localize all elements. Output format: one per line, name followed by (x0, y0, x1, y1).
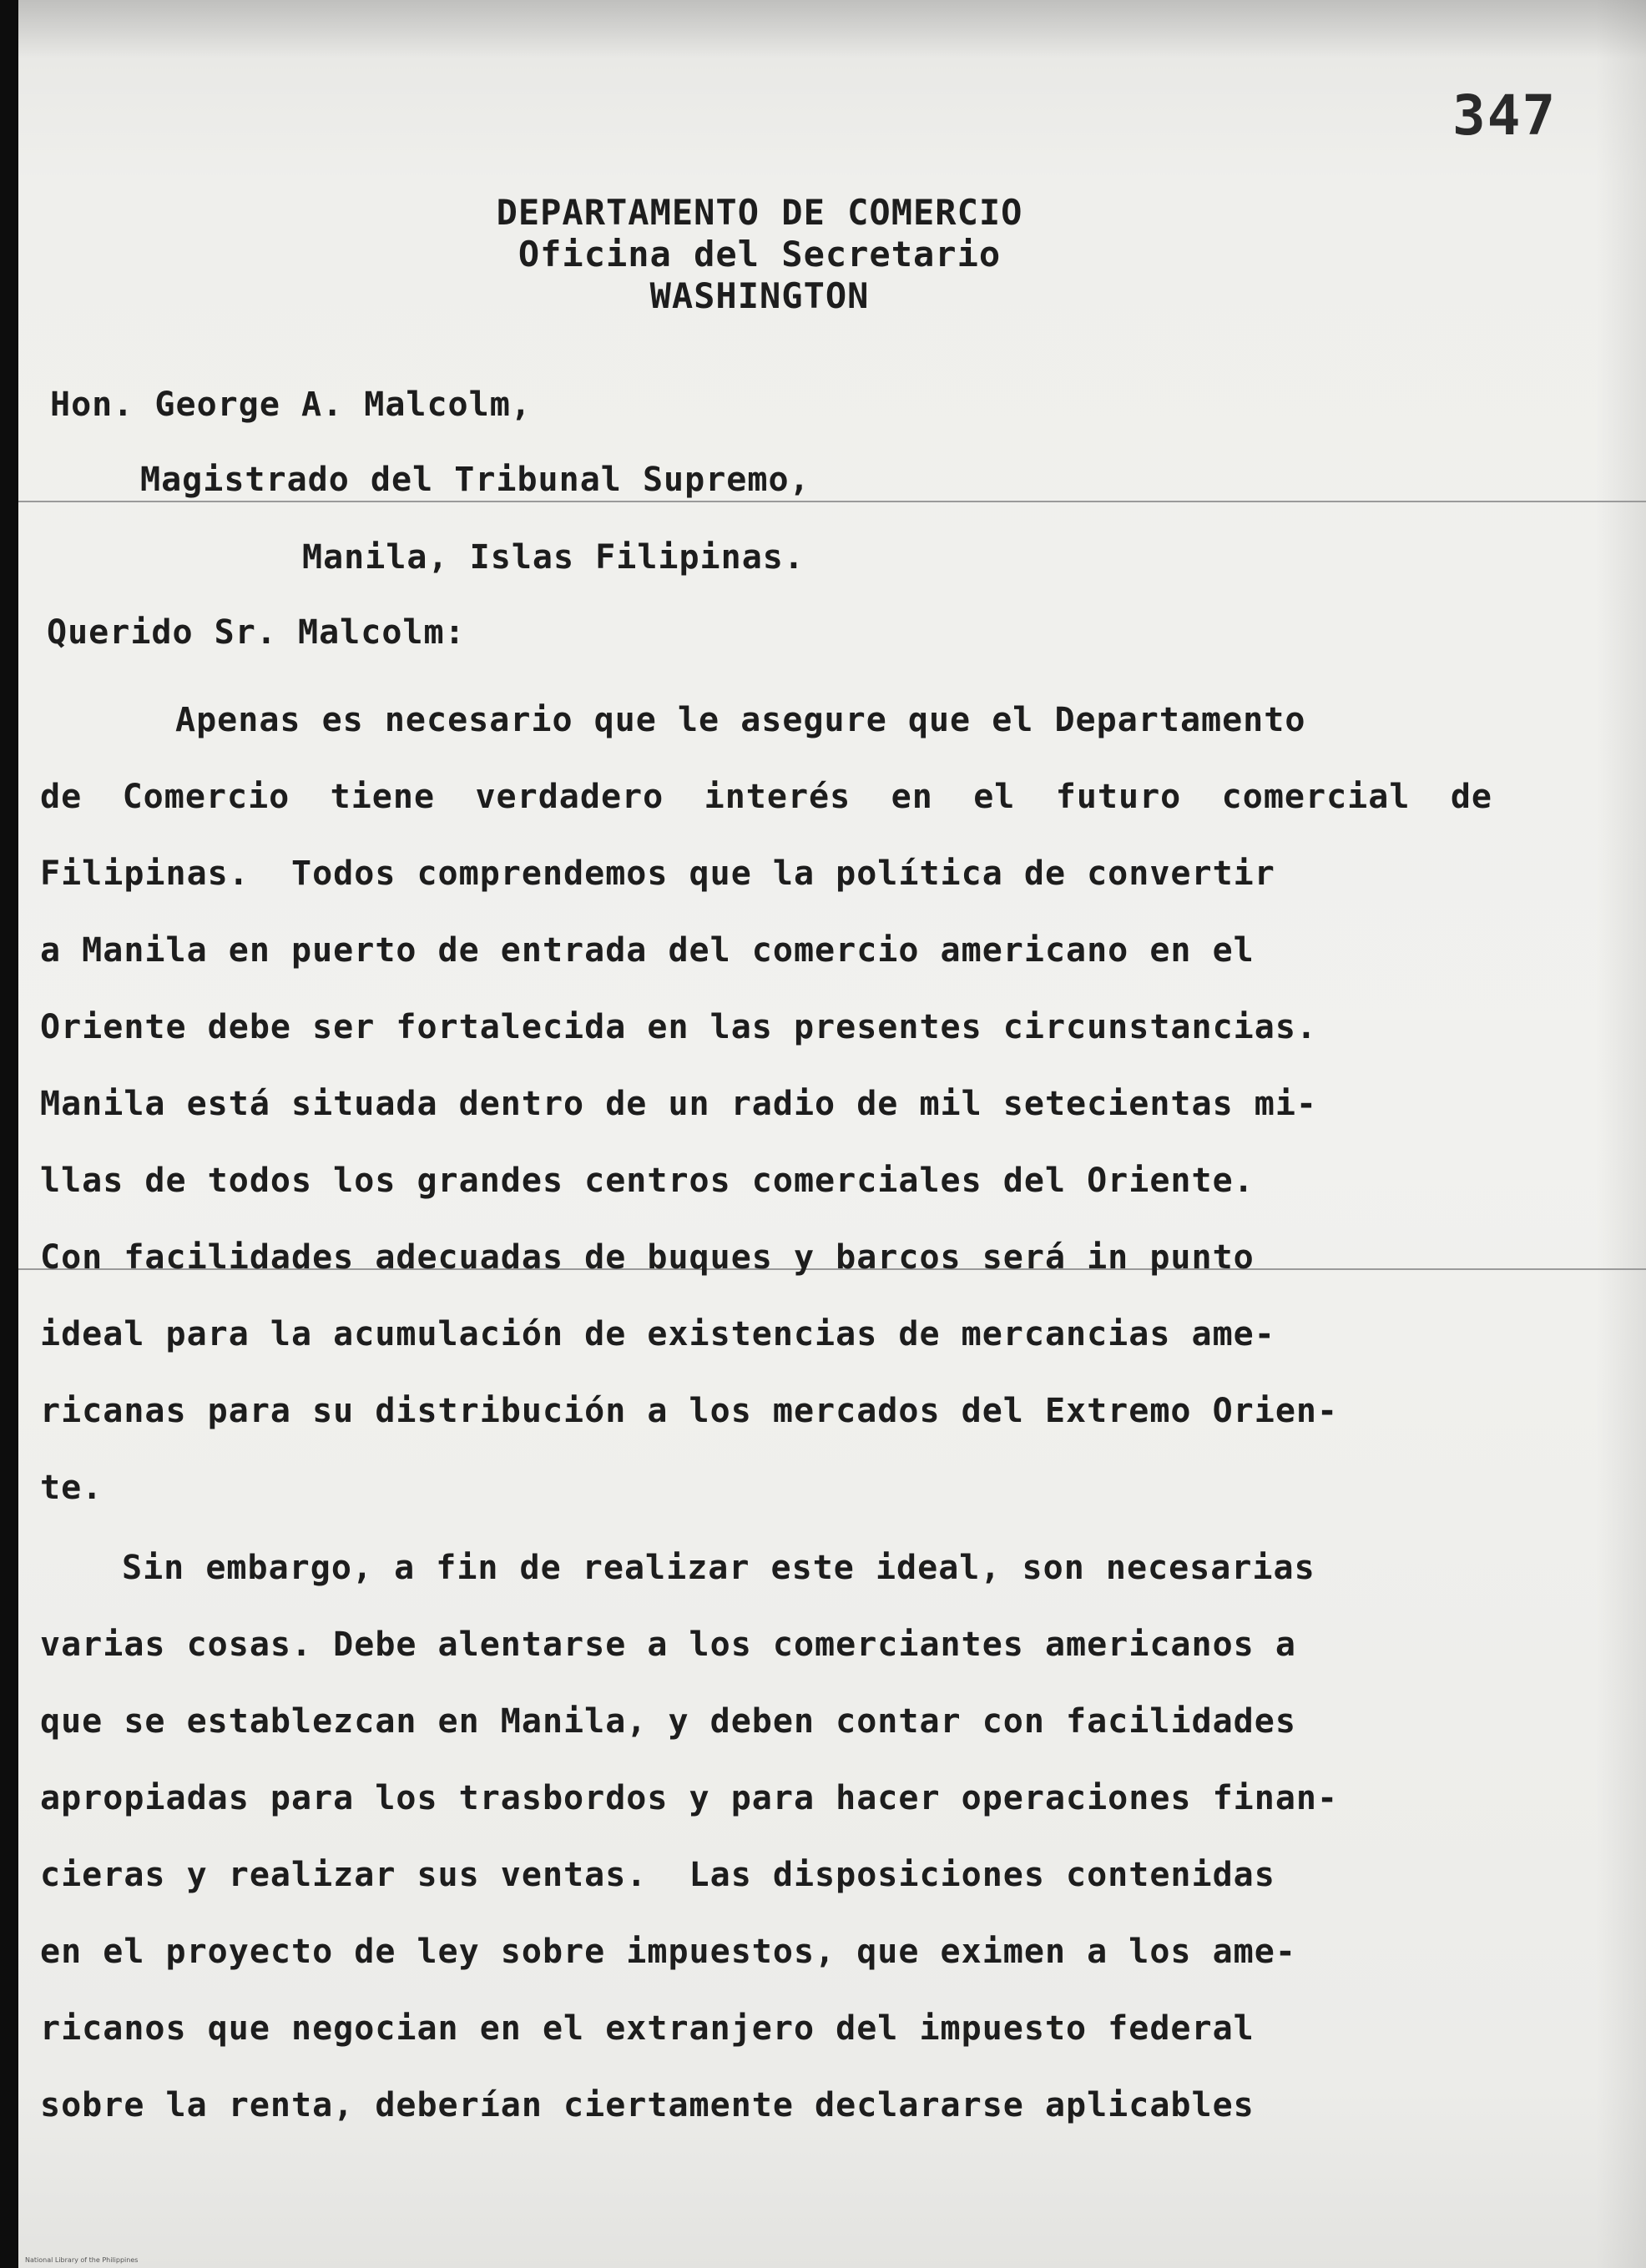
addressee-location: Manila, Islas Filipinas. (302, 538, 805, 577)
addressee-name: Hon. George A. Malcolm, (50, 386, 532, 424)
letterhead (467, 192, 1052, 317)
paragraph-line: ricanas para su distribución a los mercados del Extremo Orien- (40, 1392, 1339, 1430)
paragraph-line: varias cosas. Debe alentarse a los comerciantes americanos a (40, 1625, 1296, 1664)
salutation: Querido Sr. Malcolm: (47, 613, 466, 652)
paragraph-line: de Comercio tiene verdadero interés en el futuro comercial de (40, 778, 1492, 816)
paragraph-line: que se establezcan en Manila, y deben contar con facilidades (40, 1702, 1296, 1741)
addressee-position: Magistrado del Tribunal Supremo, (140, 461, 810, 499)
scan-top-shadow (0, 0, 1646, 58)
paragraph-line: cieras y realizar sus ventas. Las disposiciones contenidas (40, 1856, 1275, 1894)
paragraph-line: te. (40, 1469, 104, 1507)
paragraph-line: sobre la renta, deberían ciertamente declararse aplicables (40, 2086, 1255, 2124)
paragraph-line: en el proyecto de ley sobre impuestos, que eximen a los ame- (40, 1933, 1296, 1971)
archive-footer: National Library of the Philippines (25, 2256, 139, 2264)
scan-left-edge (0, 0, 18, 2268)
page-number: 347 (1452, 83, 1558, 148)
letterhead-department: DEPARTAMENTO DE COMERCIO (496, 192, 1023, 233)
scan-right-shadow (1596, 0, 1646, 2268)
paragraph-line: ideal para la acumulación de existencias de mercancias ame- (40, 1315, 1275, 1353)
paragraph-line: Filipinas. Todos comprendemos que la política de convertir (40, 854, 1275, 893)
letterhead-office: Oficina del Secretario (518, 234, 1002, 275)
paragraph-line: ricanos que negocian en el extranjero del impuesto federal (40, 2009, 1255, 2048)
paragraph-line: Con facilidades adecuadas de buques y barcos será in punto (40, 1238, 1255, 1277)
scan-crease-line (18, 501, 1646, 502)
letterhead-city: WASHINGTON (649, 275, 870, 316)
paragraph-line: Manila está situada dentro de un radio de mil setecientas mi- (40, 1085, 1318, 1123)
paragraph-line: Sin embargo, a fin de realizar este ideal, son necesarias (122, 1549, 1315, 1587)
paragraph-line: apropiadas para los trasbordos y para hacer operaciones finan- (40, 1779, 1339, 1817)
paragraph-line: Oriente debe ser fortalecida en las presentes circunstancias. (40, 1008, 1318, 1046)
paragraph-line: a Manila en puerto de entrada del comercio americano en el (40, 931, 1255, 970)
paragraph-line: Apenas es necesario que le asegure que el Departamento (175, 701, 1306, 739)
paragraph-line: llas de todos los grandes centros comerciales del Oriente. (40, 1162, 1255, 1200)
